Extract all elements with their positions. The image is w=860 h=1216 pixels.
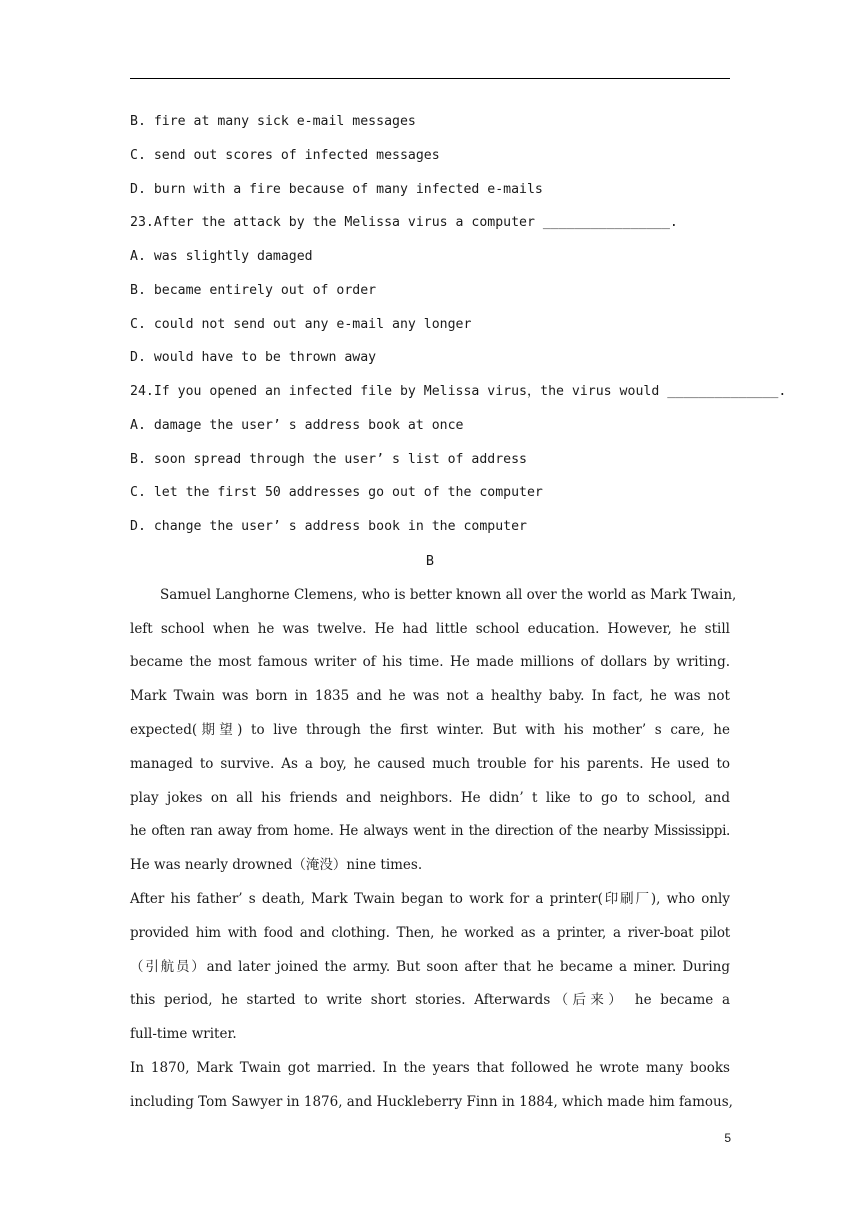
- q22-option-c: C. send out scores of infected messages: [130, 148, 440, 163]
- q23-option-a: A. was slightly damaged: [130, 249, 313, 264]
- q24-stem: 24.If you opened an infected file by Melissa virus，the virus would ______________.: [130, 384, 787, 399]
- passage-line: managed to survive. As a boy, he caused much trouble for his parents. He used to: [130, 756, 730, 772]
- passage-line: including Tom Sawyer in 1876, and Huckleberry Finn in 1884, which made him famous,: [130, 1094, 733, 1110]
- q24-option-b: B. soon spread through the user’ s list of address: [130, 452, 527, 467]
- q22-option-d: D. burn with a fire because of many infected e-mails: [130, 182, 543, 197]
- header-rule: [130, 78, 730, 79]
- passage-line: play jokes on all his friends and neighbors. He didn’ t like to go to school, and: [130, 790, 730, 806]
- q23-option-b: B. became entirely out of order: [130, 283, 377, 298]
- q23-stem: 23.After the attack by the Melissa virus a computer ________________.: [130, 215, 678, 230]
- passage-line: （引航员）and later joined the army. But soon after that he became a miner. During: [130, 959, 730, 975]
- passage-line: left school when he was twelve. He had little school education. However, he still: [130, 621, 730, 637]
- passage-line: became the most famous writer of his time. He made millions of dollars by writing.: [130, 654, 730, 670]
- passage-line: he often ran away from home. He always went in the direction of the nearby Mississippi.: [130, 823, 730, 839]
- passage-line: After his father’ s death, Mark Twain began to work for a printer(印刷厂), who only: [130, 891, 730, 907]
- passage-line: Mark Twain was born in 1835 and he was not a healthy baby. In fact, he was not: [130, 688, 730, 704]
- passage-line: He was nearly drowned（淹没）nine times.: [130, 857, 423, 873]
- page-number: 5: [724, 1131, 731, 1145]
- passage-line: Samuel Langhorne Clemens, who is better known all over the world as Mark Twain,: [160, 587, 737, 603]
- q23-option-c: C. could not send out any e-mail any longer: [130, 317, 472, 332]
- passage-line: provided him with food and clothing. Then, he worked as a printer, a river-boat pilot: [130, 925, 730, 941]
- passage-line: expected(期望) to live through the first winter. But with his mother’ s care, he: [130, 722, 730, 738]
- passage-line: full-time writer.: [130, 1026, 237, 1042]
- q24-option-d: D. change the user’ s address book in the computer: [130, 519, 527, 534]
- q24-option-c: C. let the first 50 addresses go out of the computer: [130, 485, 543, 500]
- q22-option-b: B. fire at many sick e-mail messages: [130, 114, 416, 129]
- passage-line: this period, he started to write short stories. Afterwards（后来） he became a: [130, 992, 730, 1008]
- q24-option-a: A. damage the user’ s address book at once: [130, 418, 464, 433]
- q23-option-d: D. would have to be thrown away: [130, 350, 377, 365]
- section-heading: B: [425, 553, 435, 569]
- passage-line: In 1870, Mark Twain got married. In the years that followed he wrote many books: [130, 1060, 730, 1076]
